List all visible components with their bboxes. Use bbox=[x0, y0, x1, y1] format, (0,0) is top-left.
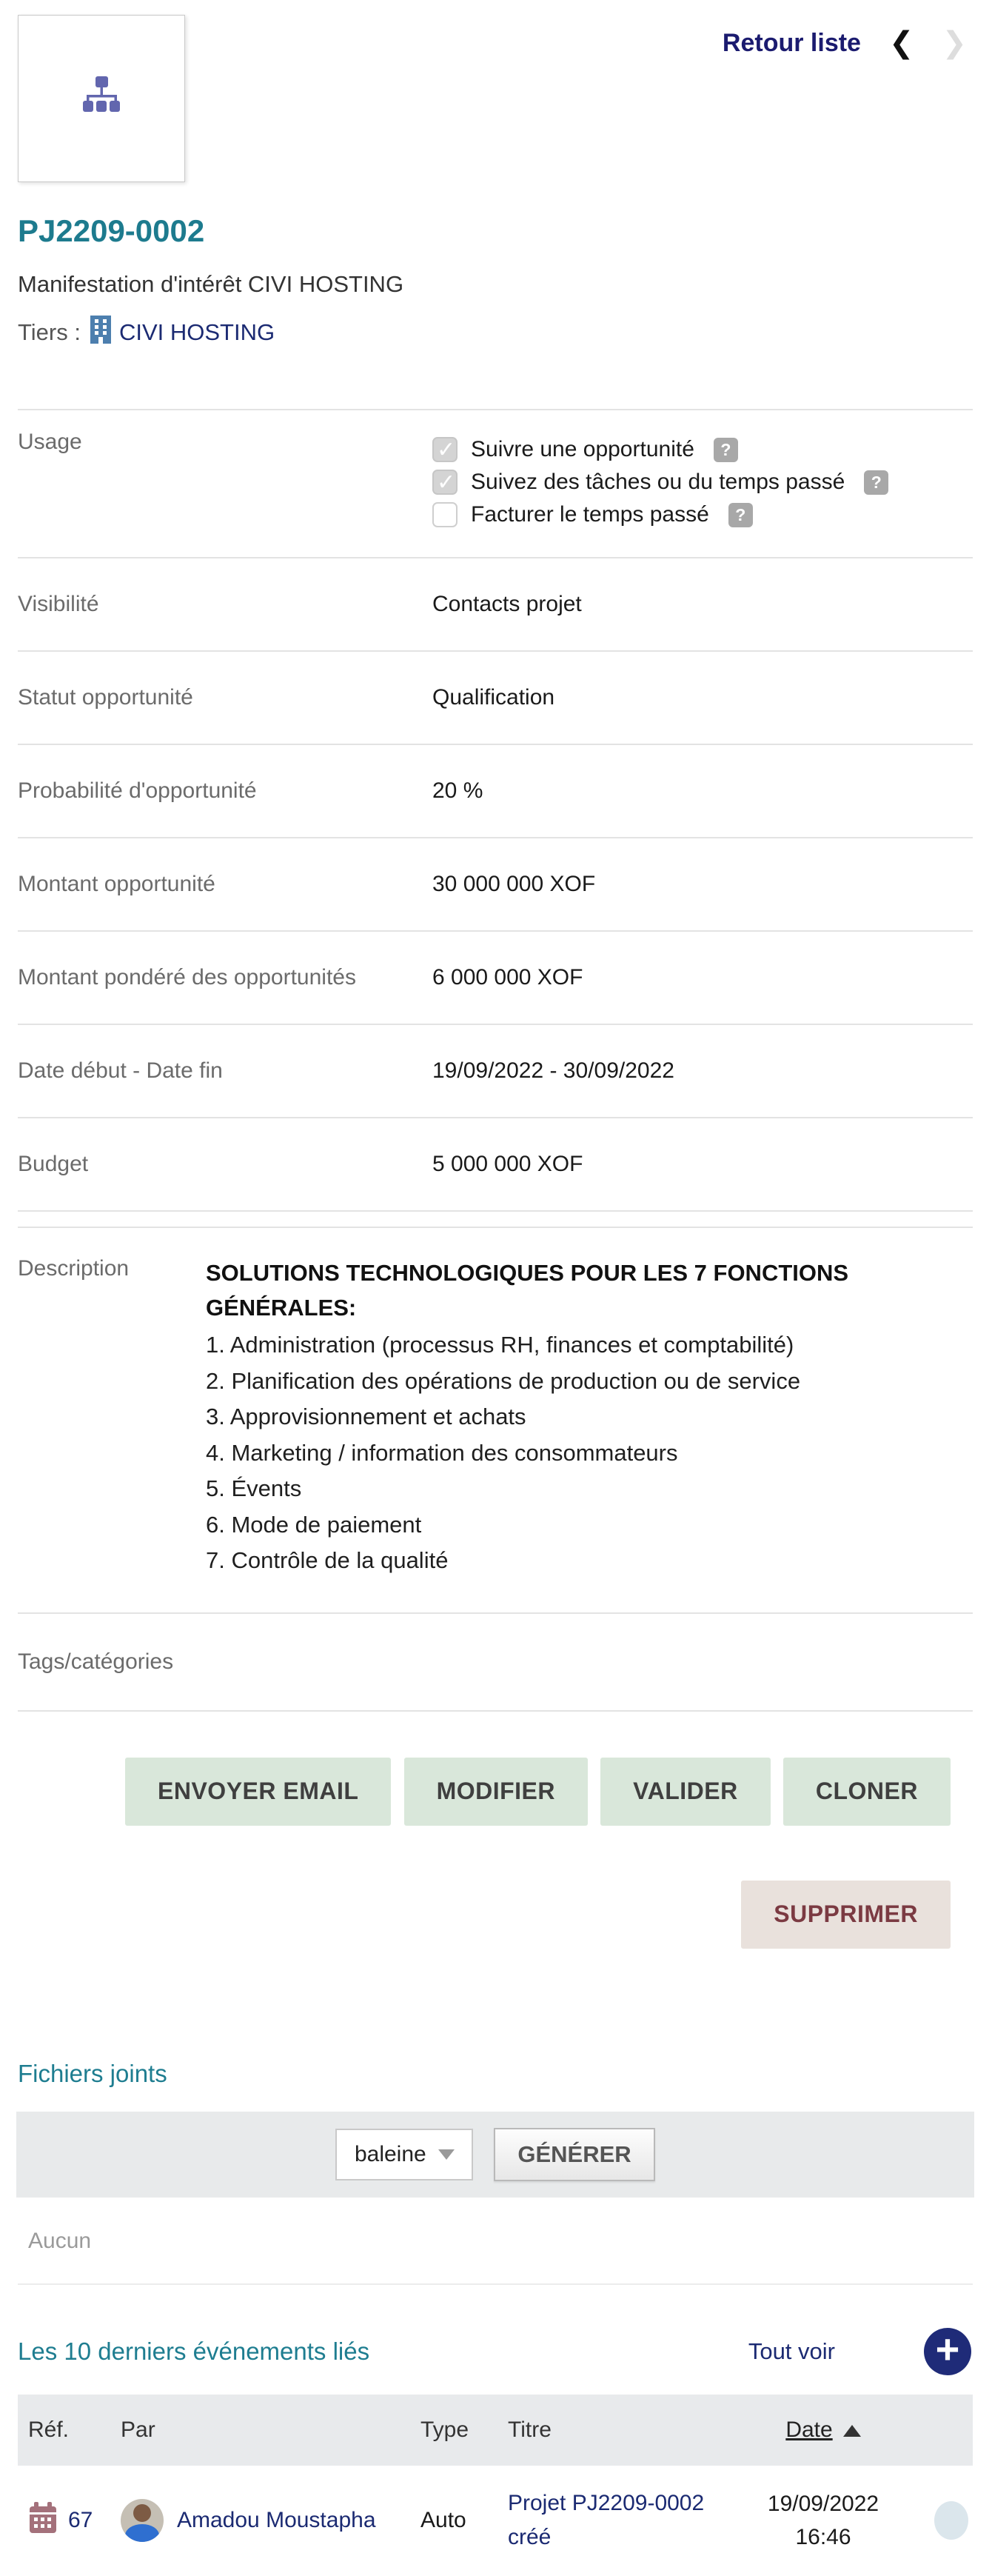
events-table-header bbox=[18, 2395, 973, 2466]
column-header-titre[interactable]: Titre bbox=[508, 2417, 552, 2442]
field-label: Tags/catégories bbox=[18, 1649, 174, 1674]
chevron-left-icon[interactable] bbox=[889, 28, 914, 58]
field-value: 20 % bbox=[432, 778, 483, 803]
sort-by-date-link[interactable]: Date bbox=[785, 2417, 833, 2442]
event-titre-cell bbox=[497, 2486, 734, 2555]
field-label: Visibilité bbox=[18, 592, 99, 616]
checkbox-label: Suivez des tâches ou du temps passé bbox=[471, 470, 845, 494]
help-icon[interactable] bbox=[728, 503, 753, 527]
field-label: Date début - Date fin bbox=[18, 1058, 223, 1083]
delete-row bbox=[18, 1881, 973, 1949]
delete-button[interactable]: SUPPRIMER bbox=[741, 1881, 951, 1949]
help-icon[interactable] bbox=[714, 438, 738, 462]
header-nav bbox=[723, 28, 973, 58]
sitemap-icon bbox=[78, 72, 125, 125]
project-photo-box bbox=[18, 15, 185, 182]
description-heading: SOLUTIONS TECHNOLOGIQUES POUR LES 7 FONCTIONS GÉNÉRALES: bbox=[206, 1260, 849, 1321]
field-label: Montant pondéré des opportunités bbox=[18, 965, 356, 990]
help-icon[interactable] bbox=[864, 470, 888, 495]
calendar-icon bbox=[28, 2502, 58, 2539]
caret-down-icon bbox=[438, 2149, 455, 2160]
column-header-par[interactable]: Par bbox=[121, 2417, 155, 2442]
description-content bbox=[206, 1256, 973, 1580]
column-header-ref[interactable]: Réf. bbox=[28, 2417, 70, 2442]
send-email-button[interactable]: ENVOYER EMAIL bbox=[125, 1758, 391, 1826]
modify-button[interactable]: MODIFIER bbox=[404, 1758, 588, 1826]
field-label: Statut opportunité bbox=[18, 685, 193, 710]
description-list bbox=[206, 1328, 973, 1578]
avatar bbox=[121, 2499, 164, 2542]
checkbox-label: Suivre une opportunité bbox=[471, 437, 694, 461]
validate-button[interactable]: VALIDER bbox=[600, 1758, 771, 1826]
description-item: 6. Mode de paiement bbox=[206, 1511, 422, 1538]
description-item: 3. Approvisionnement et achats bbox=[206, 1404, 526, 1429]
field-row-visibility bbox=[18, 558, 973, 652]
project-subtitle: Manifestation d'intérêt CIVI HOSTING bbox=[18, 271, 404, 297]
field-label: Probabilité d'opportunité bbox=[18, 778, 257, 803]
back-to-list-link[interactable]: Retour liste bbox=[722, 28, 861, 57]
field-row-usage bbox=[18, 410, 973, 558]
event-status-cell bbox=[912, 2501, 973, 2540]
description-item: 2. Planification des opérations de production ou de service bbox=[206, 1367, 801, 1394]
event-titre-link[interactable]: Projet PJ2209-0002 créé bbox=[508, 2490, 705, 2549]
attachments-empty-text: Aucun bbox=[18, 2198, 973, 2285]
checkbox-follow-opportunity[interactable] bbox=[432, 437, 458, 462]
see-all-link[interactable]: Tout voir bbox=[748, 2338, 835, 2364]
field-value: 5 000 000 XOF bbox=[432, 1152, 583, 1176]
attachments-heading: Fichiers joints bbox=[18, 2059, 167, 2087]
field-row-weighted-amount bbox=[18, 932, 973, 1025]
action-buttons bbox=[18, 1758, 973, 1826]
field-label: Budget bbox=[18, 1152, 89, 1176]
field-row-opportunity-probability bbox=[18, 745, 973, 838]
description-item: 5. Évents bbox=[206, 1475, 302, 1501]
field-row-opportunity-amount bbox=[18, 838, 973, 932]
field-value: Qualification bbox=[432, 685, 555, 710]
event-date-cell bbox=[734, 2487, 912, 2554]
chevron-right-icon[interactable] bbox=[942, 28, 967, 58]
description-item: 7. Contrôle de la qualité bbox=[206, 1547, 449, 1573]
checkbox-bill-time[interactable] bbox=[432, 502, 458, 527]
description-item: 4. Marketing / information des consommateurs bbox=[206, 1439, 678, 1466]
field-value: Contacts projet bbox=[432, 592, 582, 616]
header bbox=[18, 15, 973, 182]
event-row bbox=[18, 2466, 973, 2576]
tiers-label: Tiers : bbox=[18, 319, 81, 345]
template-selected-value: baleine bbox=[354, 2141, 426, 2166]
checkbox-label: Facturer le temps passé bbox=[471, 502, 709, 527]
usage-options bbox=[432, 430, 888, 535]
tiers-line bbox=[18, 316, 973, 350]
usage-option bbox=[432, 437, 888, 462]
field-row-opportunity-status bbox=[18, 652, 973, 745]
fields-table bbox=[18, 409, 973, 1712]
events-table bbox=[18, 2395, 973, 2576]
field-value: 19/09/2022 - 30/09/2022 bbox=[432, 1058, 674, 1083]
events-heading: Les 10 derniers événements liés bbox=[18, 2337, 370, 2365]
field-row-dates bbox=[18, 1025, 973, 1118]
event-type-cell: Auto bbox=[420, 2508, 466, 2532]
column-header-type[interactable]: Type bbox=[420, 2417, 469, 2442]
event-user-link[interactable]: Amadou Moustapha bbox=[177, 2508, 376, 2532]
plus-circle-icon[interactable] bbox=[924, 2328, 971, 2375]
field-value: 6 000 000 XOF bbox=[432, 965, 583, 990]
status-dot bbox=[934, 2501, 968, 2540]
field-label: Montant opportunité bbox=[18, 872, 215, 896]
building-icon bbox=[90, 316, 112, 350]
generate-button[interactable]: GÉNÉRER bbox=[494, 2128, 654, 2181]
separator bbox=[18, 1212, 973, 1228]
checkbox-follow-tasks[interactable] bbox=[432, 470, 458, 495]
template-select[interactable] bbox=[335, 2129, 473, 2180]
usage-option bbox=[432, 470, 888, 495]
event-ref-cell bbox=[18, 2502, 110, 2539]
field-row-tags bbox=[18, 1614, 973, 1712]
field-label: Description bbox=[18, 1256, 130, 1281]
events-header bbox=[18, 2328, 973, 2375]
event-par-cell bbox=[110, 2499, 410, 2542]
field-row-description bbox=[18, 1229, 973, 1614]
field-label: Usage bbox=[18, 430, 82, 454]
generate-bar bbox=[16, 2112, 974, 2198]
tiers-link[interactable] bbox=[90, 316, 275, 350]
field-value: 30 000 000 XOF bbox=[432, 872, 596, 896]
column-header-date[interactable] bbox=[734, 2417, 912, 2443]
event-ref-link[interactable]: 67 bbox=[68, 2508, 93, 2532]
usage-option bbox=[432, 502, 888, 527]
sort-asc-icon bbox=[843, 2425, 861, 2437]
page-title: PJ2209-0002 bbox=[18, 213, 205, 248]
description-item: 1. Administration (processus RH, finances et comptabilité) bbox=[206, 1332, 794, 1358]
event-date: 19/09/2022 bbox=[767, 2492, 879, 2516]
field-row-budget bbox=[18, 1118, 973, 1212]
clone-button[interactable]: CLONER bbox=[783, 1758, 951, 1826]
event-time: 16:46 bbox=[795, 2525, 851, 2549]
tiers-name: CIVI HOSTING bbox=[118, 319, 275, 345]
